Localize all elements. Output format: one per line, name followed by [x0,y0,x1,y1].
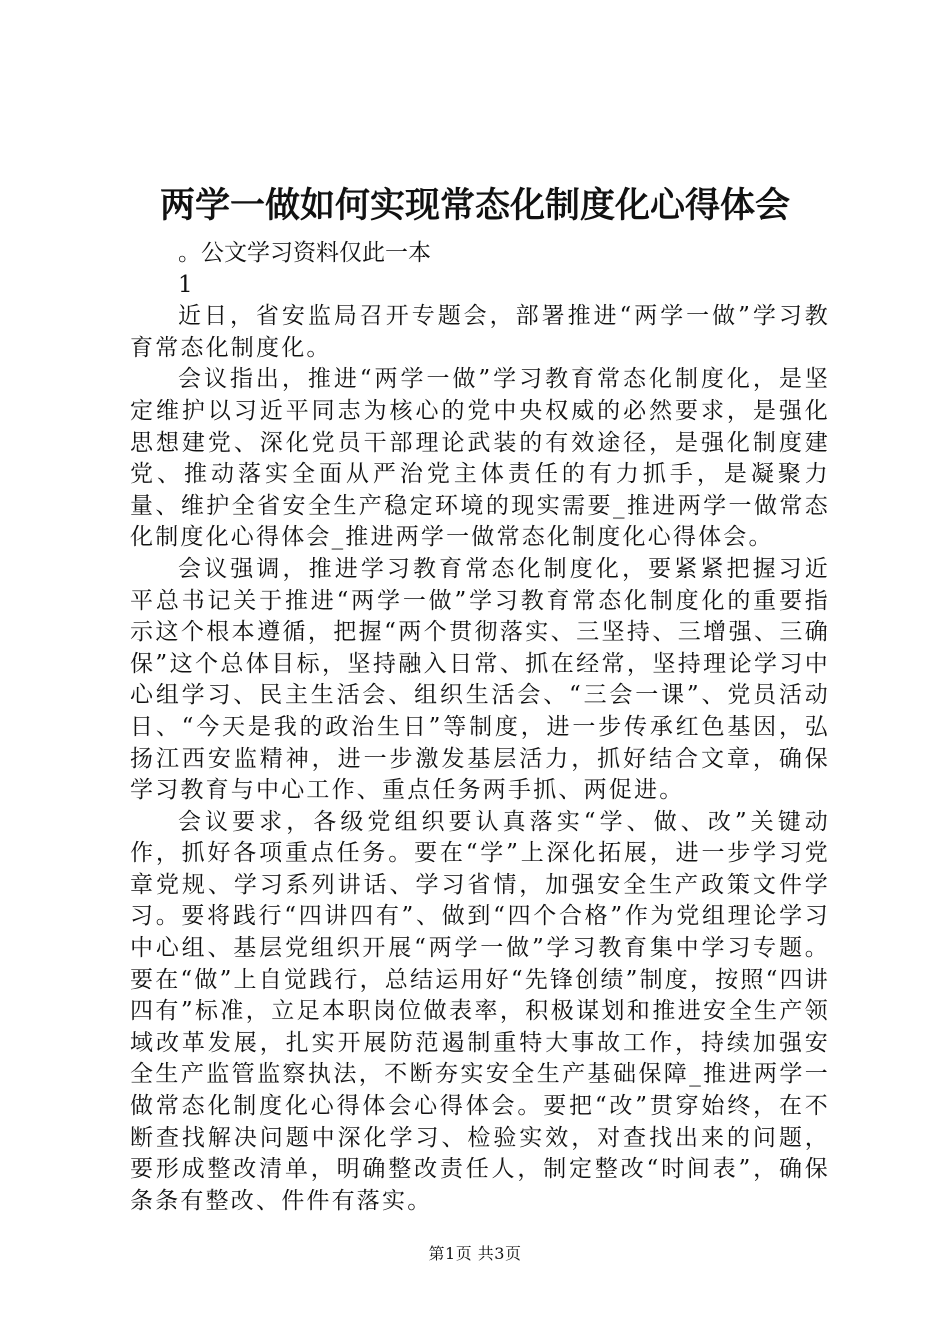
paragraph-1: 近日，省安监局召开专题会，部署推进“两学一做”学习教育常态化制度化。 [130,303,830,361]
document-body [130,238,830,1217]
paragraph-3: 会议强调，推进学习教育常态化制度化，要紧紧把握习近平总书记关于推进“两学一做”学习教育常态化制度化的重要指示这个根本遵循，把握“两个贯彻落实、三坚持、三增强、三确保”这个总体目标，坚持融入日常、抓在经常，坚持理论学习中心组学习、民主生活会、组织生活会、“三会一课”、党员活动日、“今天是我的政治生日”等制度，进一步传承红色基因，弘扬江西安监精神，进一步激发基层活力，抓好结合文章，确保学习教育与中心工作、重点任务两手抓、两促进。 [130,555,830,804]
paragraph-2: 会议指出，推进“两学一做”学习教育常态化制度化，是坚定维护以习近平同志为核心的党中央权威的必然要求，是强化思想建党、深化党员干部理论武装的有效途径，是强化制度建党、推动落实全面从严治党主体责任的有力抓手，是凝聚力量、维护全省安全生产稳定环境的现实需要_推进两学一做常态化制度化心得体会_推进两学一做常态化制度化心得体会。 [130,366,830,551]
paragraph-4: 会议要求，各级党组织要认真落实“学、做、改”关键动作，抓好各项重点任务。要在“学”上深化拓展，进一步学习党章党规、学习系列讲话、学习省情，加强安全生产政策文件学习。要将践行“四讲四有”、做到“四个合格”作为党组理论学习中心组、基层党组织开展“两学一做”学习教育集中学习专题。要在“做”上自觉践行，总结运用好“先锋创绩”制度，按照“四讲四有”标准，立足本职岗位做表率，积极谋划和推进安全生产领域改革发展，扎实开展防范遏制重特大事故工作，持续加强安全生产监管监察执法，不断夯实安全生产基础保障_推进两学一做常态化制度化心得体会心得体会。要把“改”贯穿始终，在不断查找解决问题中深化学习、检验实效，对查找出来的问题，要形成整改清单，明确整改责任人，制定整改“时间表”，确保条条有整改、件件有落实。 [130,808,830,1214]
document-title: 两学一做如何实现常态化制度化心得体会 [159,186,790,226]
document-subtitle: 。公文学习资料仅此一本 [178,240,431,266]
document-number: 1 [178,271,193,298]
page-footer: 第1页 共3页 [428,1244,522,1263]
